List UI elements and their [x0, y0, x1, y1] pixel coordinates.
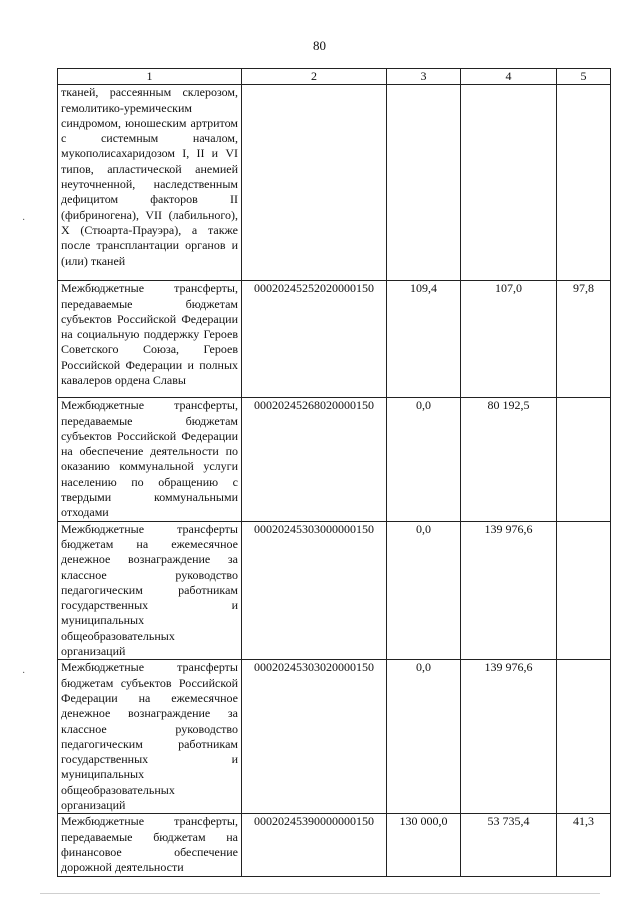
table-row	[58, 521, 611, 660]
row-percent	[557, 521, 611, 660]
row-name: Межбюджетные трансферты, передаваемые бюджетам субъектов Российской Федерации на социальную поддержку Героев Советского Союза, Героев Российской Федерации и полных кавалеров ордена Славы	[58, 281, 242, 398]
row-code	[242, 85, 387, 281]
table-row	[58, 281, 611, 398]
row-percent: 41,3	[557, 814, 611, 876]
row-percent	[557, 398, 611, 521]
row-fact: 53 735,4	[461, 814, 557, 876]
header-col-5: 5	[557, 69, 611, 85]
table-header-row	[58, 69, 611, 85]
table-row	[58, 398, 611, 521]
header-col-4: 4	[461, 69, 557, 85]
row-name: Межбюджетные трансферты, передаваемые бюджетам субъектов Российской Федерации на обеспечение деятельности по оказанию коммунальной услуги населению по обращению с твердыми коммунальными отходами	[58, 398, 242, 521]
header-col-3: 3	[387, 69, 461, 85]
row-name: Межбюджетные трансферты, передаваемые бюджетам на финансовое обеспечение дорожной деятельности	[58, 814, 242, 876]
row-plan: 130 000,0	[387, 814, 461, 876]
row-percent: 97,8	[557, 281, 611, 398]
row-code: 00020245390000000150	[242, 814, 387, 876]
row-percent	[557, 660, 611, 814]
row-fact	[461, 85, 557, 281]
table-row	[58, 660, 611, 814]
row-code: 00020245268020000150	[242, 398, 387, 521]
scan-speck: ·	[22, 215, 26, 226]
row-code: 00020245252020000150	[242, 281, 387, 398]
row-code: 00020245303000000150	[242, 521, 387, 660]
row-name: Межбюджетные трансферты бюджетам на ежемесячное денежное вознаграждение за классное руководство педагогическим работникам государственных и муниципальных общеобразовательных организаций	[58, 521, 242, 660]
row-fact: 139 976,6	[461, 660, 557, 814]
row-plan: 109,4	[387, 281, 461, 398]
row-fact: 107,0	[461, 281, 557, 398]
row-fact: 80 192,5	[461, 398, 557, 521]
row-plan: 0,0	[387, 398, 461, 521]
header-col-2: 2	[242, 69, 387, 85]
row-plan: 0,0	[387, 521, 461, 660]
table-row	[58, 85, 611, 281]
row-name: Межбюджетные трансферты бюджетам субъектов Российской Федерации на ежемесячное денежное вознаграждение за классное руководство педагогическим работникам государственных и муниципальных общеобразовательных организаций	[58, 660, 242, 814]
row-plan	[387, 85, 461, 281]
budget-table	[57, 68, 611, 877]
header-col-1: 1	[58, 69, 242, 85]
scan-speck: ·	[22, 668, 26, 679]
row-plan: 0,0	[387, 660, 461, 814]
row-percent	[557, 85, 611, 281]
page-number: 80	[313, 38, 326, 53]
table-row	[58, 814, 611, 876]
scan-edge-line	[40, 893, 600, 894]
row-fact: 139 976,6	[461, 521, 557, 660]
row-code: 00020245303020000150	[242, 660, 387, 814]
row-name: тканей, рассеянным склерозом, гемолитико-уремическим синдромом, юношеским артритом с системным началом, мукополисахаридозом I, II и VI типов, апластической анемией неуточненной, наследственным дефицитом факторов II (фибриногена), VII (лабильного), X (Стюарта-Прауэра), а также после трансплантации органов и (или) тканей	[58, 85, 242, 281]
